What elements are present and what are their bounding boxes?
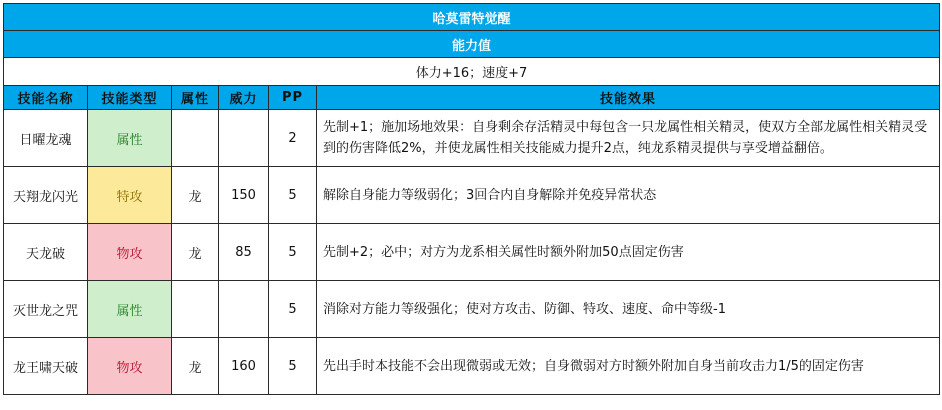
skill-pp: 5 bbox=[269, 338, 317, 395]
table-row bbox=[4, 167, 940, 224]
table-row bbox=[4, 338, 940, 395]
skill-attr: 龙 bbox=[172, 224, 219, 281]
skill-table bbox=[3, 3, 940, 395]
skill-pp: 2 bbox=[269, 110, 317, 167]
col-header-name: 技能名称 bbox=[4, 86, 88, 110]
sheet-title: 哈莫雷特觉醒 bbox=[4, 4, 940, 31]
skill-type-badge: 属性 bbox=[88, 281, 172, 338]
skill-pp: 5 bbox=[269, 224, 317, 281]
skill-power: 85 bbox=[219, 224, 269, 281]
stats-line: 体力+16；速度+7 bbox=[4, 58, 940, 86]
skill-effect: 先出手时本技能不会出现微弱或无效；自身微弱对方时额外附加自身当前攻击力1/5的固定伤害 bbox=[317, 338, 940, 395]
skill-attr bbox=[172, 110, 219, 167]
col-header-type: 技能类型 bbox=[88, 86, 172, 110]
skill-pp: 5 bbox=[269, 167, 317, 224]
col-header-attr: 属性 bbox=[172, 86, 219, 110]
table-row bbox=[4, 281, 940, 338]
skill-attr: 龙 bbox=[172, 167, 219, 224]
column-header-row bbox=[4, 86, 940, 110]
skill-effect: 先制+2；必中；对方为龙系相关属性时额外附加50点固定伤害 bbox=[317, 224, 940, 281]
skill-name: 龙王啸天破 bbox=[4, 338, 88, 395]
skill-type-badge: 特攻 bbox=[88, 167, 172, 224]
skill-effect: 先制+1；施加场地效果：自身剩余存活精灵中每包含一只龙属性相关精灵，使双方全部龙属性相关精灵受到的伤害降低2%，并使龙属性相关技能威力提升2点，纯龙系精灵提供与享受增益翻倍。 bbox=[317, 110, 940, 167]
skill-name: 日曜龙魂 bbox=[4, 110, 88, 167]
skill-type-badge: 属性 bbox=[88, 110, 172, 167]
skill-attr: 龙 bbox=[172, 338, 219, 395]
table-row bbox=[4, 224, 940, 281]
col-header-power: 威力 bbox=[219, 86, 269, 110]
skill-name: 天龙破 bbox=[4, 224, 88, 281]
skill-name: 灭世龙之咒 bbox=[4, 281, 88, 338]
skill-type-badge: 物攻 bbox=[88, 338, 172, 395]
skill-power: 150 bbox=[219, 167, 269, 224]
col-header-effect: 技能效果 bbox=[317, 86, 940, 110]
skill-effect: 消除对方能力等级强化；使对方攻击、防御、特攻、速度、命中等级-1 bbox=[317, 281, 940, 338]
skill-power bbox=[219, 110, 269, 167]
section-subtitle: 能力值 bbox=[4, 31, 940, 58]
skill-name: 天翔龙闪光 bbox=[4, 167, 88, 224]
skill-attr bbox=[172, 281, 219, 338]
skill-effect: 解除自身能力等级弱化；3回合内自身解除并免疫异常状态 bbox=[317, 167, 940, 224]
col-header-pp: PP bbox=[269, 86, 317, 110]
skill-type-badge: 物攻 bbox=[88, 224, 172, 281]
skill-pp: 5 bbox=[269, 281, 317, 338]
skill-power bbox=[219, 281, 269, 338]
skill-power: 160 bbox=[219, 338, 269, 395]
table-row bbox=[4, 110, 940, 167]
